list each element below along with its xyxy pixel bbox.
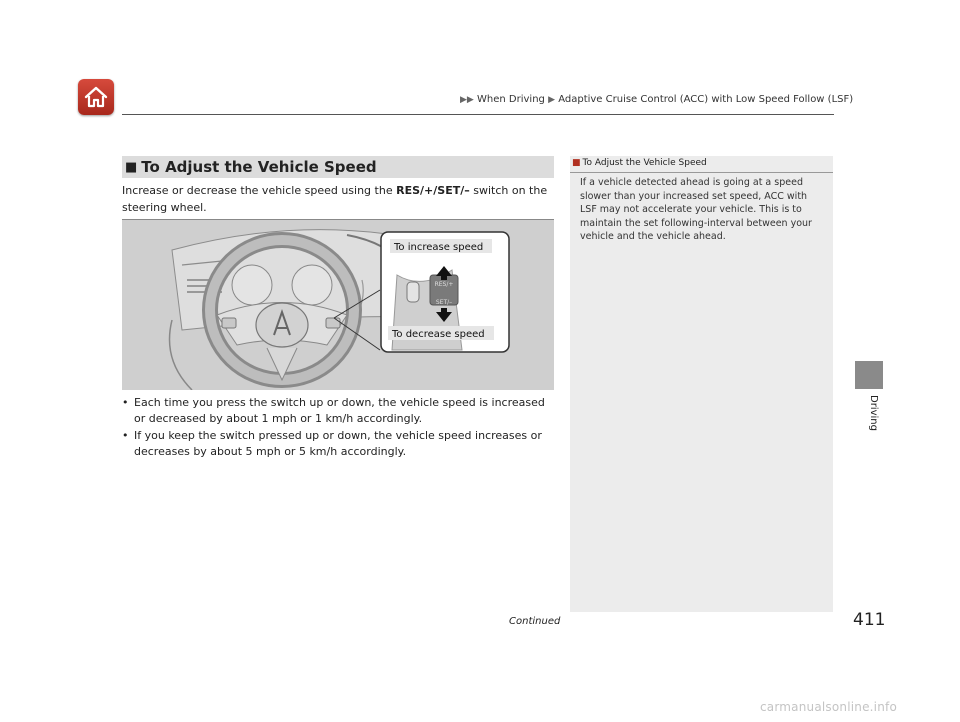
intro-text: switch on the steering wheel. bbox=[122, 184, 548, 214]
section-heading bbox=[122, 156, 554, 178]
set-button-label: SET/– bbox=[435, 299, 453, 306]
note-title: To Adjust the Vehicle Speed bbox=[582, 158, 707, 168]
breadcrumb bbox=[460, 94, 853, 105]
home-icon bbox=[83, 85, 109, 109]
res-button-label: RES/+ bbox=[434, 281, 454, 288]
bullet-text: Each time you press the switch up or down, the vehicle speed is increased or decreased by about 1 mph or 1 km/h accordingly. bbox=[134, 396, 545, 425]
decrease-speed-label: To decrease speed bbox=[392, 329, 485, 340]
note-heading[interactable] bbox=[570, 158, 833, 173]
continued-label: Continued bbox=[509, 616, 561, 627]
steering-wheel-figure bbox=[122, 219, 554, 390]
bullet-dot-icon: • bbox=[122, 429, 129, 442]
steering-wheel-illustration bbox=[122, 220, 554, 390]
home-button[interactable] bbox=[78, 79, 114, 115]
bullet-text: If you keep the switch pressed up or down, the vehicle speed increases or decreases by about 5 mph or 5 km/h accordingly. bbox=[134, 429, 542, 458]
increase-speed-label: To increase speed bbox=[394, 242, 484, 253]
page-number: 411 bbox=[853, 610, 886, 630]
bullet-dot-icon: • bbox=[122, 396, 129, 409]
list-item bbox=[122, 395, 554, 427]
section-title: To Adjust the Vehicle Speed bbox=[141, 158, 377, 176]
reference-icon: ■ bbox=[572, 158, 581, 168]
note-body: If a vehicle detected ahead is going at a speed slower than your increased set speed, ACC with LSF may not accelerate your vehicle. This is to maintain the set following-interval between your vehicle and the vehicle ahead. bbox=[580, 177, 812, 242]
header-rule bbox=[122, 114, 834, 115]
breadcrumb-item[interactable]: When Driving bbox=[477, 94, 545, 105]
bullet-list bbox=[122, 395, 554, 461]
chapter-tab[interactable] bbox=[855, 361, 883, 389]
switch-name-set: SET/– bbox=[437, 184, 470, 197]
list-item bbox=[122, 428, 554, 460]
switch-name-res: RES/+ bbox=[396, 184, 434, 197]
chapter-label: Driving bbox=[868, 395, 879, 431]
intro-paragraph bbox=[122, 182, 554, 216]
intro-text: Increase or decrease the vehicle speed using the bbox=[122, 184, 397, 197]
breadcrumb-arrow-icon: ▶ bbox=[548, 95, 556, 105]
square-bullet-icon: ■ bbox=[125, 159, 138, 175]
watermark: carmanualsonline.info bbox=[760, 700, 897, 714]
switch-slash: / bbox=[433, 184, 438, 197]
breadcrumb-item[interactable]: Adaptive Cruise Control (ACC) with Low Speed Follow (LSF) bbox=[558, 94, 854, 105]
breadcrumb-arrow-icon: ▶▶ bbox=[460, 95, 474, 105]
side-note bbox=[570, 156, 833, 612]
